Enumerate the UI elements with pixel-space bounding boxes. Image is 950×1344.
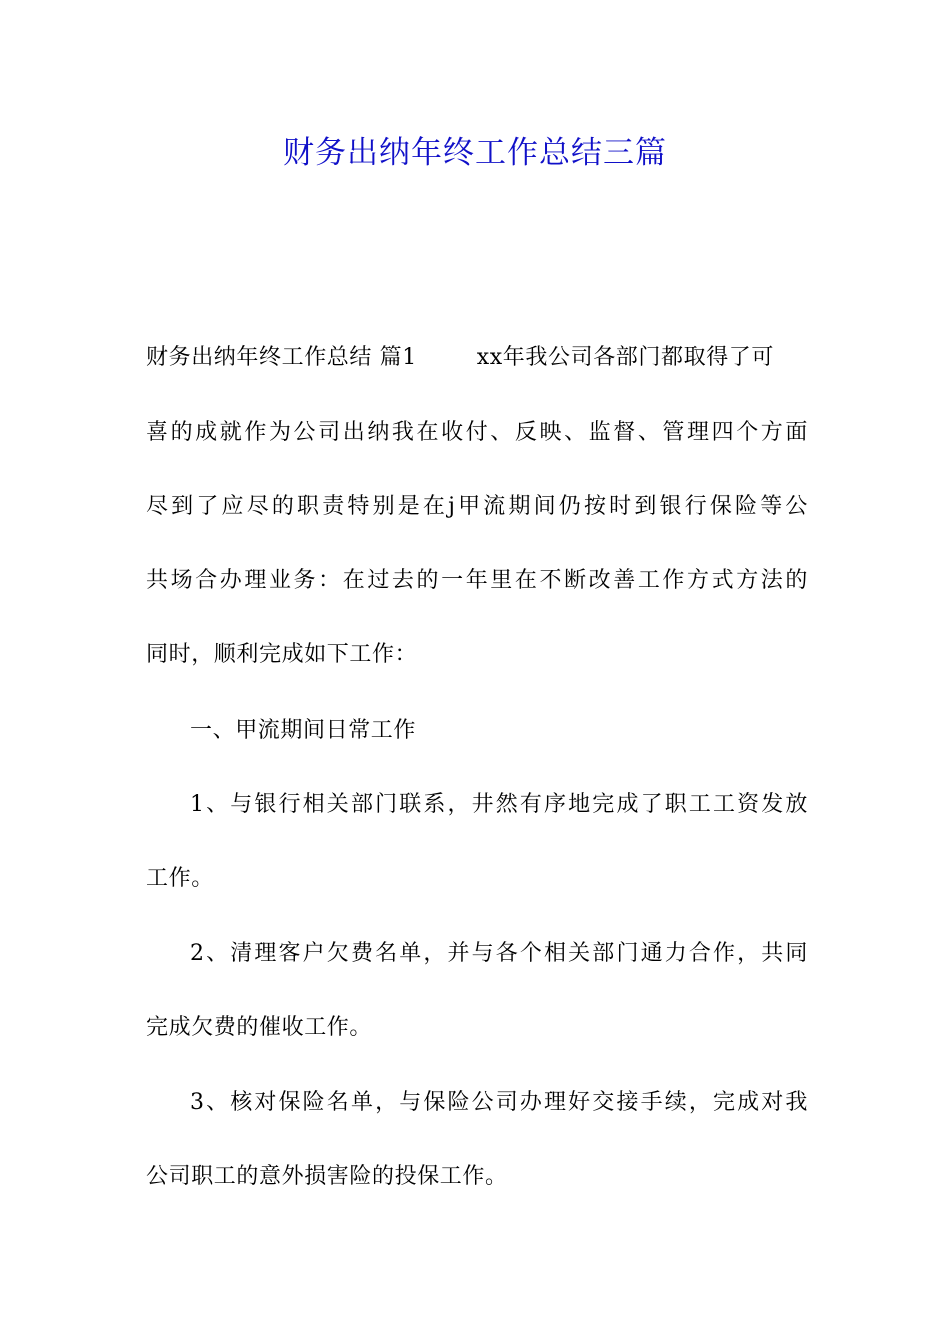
section-heading: 一、甲流期间日常工作 <box>190 718 417 743</box>
list-item-line: 3、核对保险名单，与保险公司办理好交接手续，完成对我 <box>190 1090 808 1115</box>
paragraph-text: xx年我公司各部门都取得了可 <box>476 345 775 370</box>
list-item-line: 2、清理客户欠费名单，并与各个相关部门通力合作，共同 <box>190 941 808 966</box>
paragraph-line: 尽到了应尽的职责特别是在j甲流期间仍按时到银行保险等公 <box>146 494 808 519</box>
list-item-line: 工作。 <box>146 866 214 891</box>
section-heading: 财务出纳年终工作总结 篇1 <box>146 345 417 370</box>
paragraph-line: 喜的成就作为公司出纳我在收付、反映、监督、管理四个方面 <box>146 420 808 445</box>
list-item-line: 公司职工的意外损害险的投保工作。 <box>146 1164 508 1189</box>
paragraph-line <box>146 343 808 373</box>
paragraph-line: 共场合办理业务：在过去的一年里在不断改善工作方式方法的 <box>146 568 808 593</box>
list-item-line: 完成欠费的催收工作。 <box>146 1015 373 1040</box>
document-title: 财务出纳年终工作总结三篇 <box>283 135 667 171</box>
list-item-line: 1、与银行相关部门联系，井然有序地完成了职工工资发放 <box>190 792 808 817</box>
paragraph-line: 同时，顺利完成如下工作： <box>146 642 418 667</box>
